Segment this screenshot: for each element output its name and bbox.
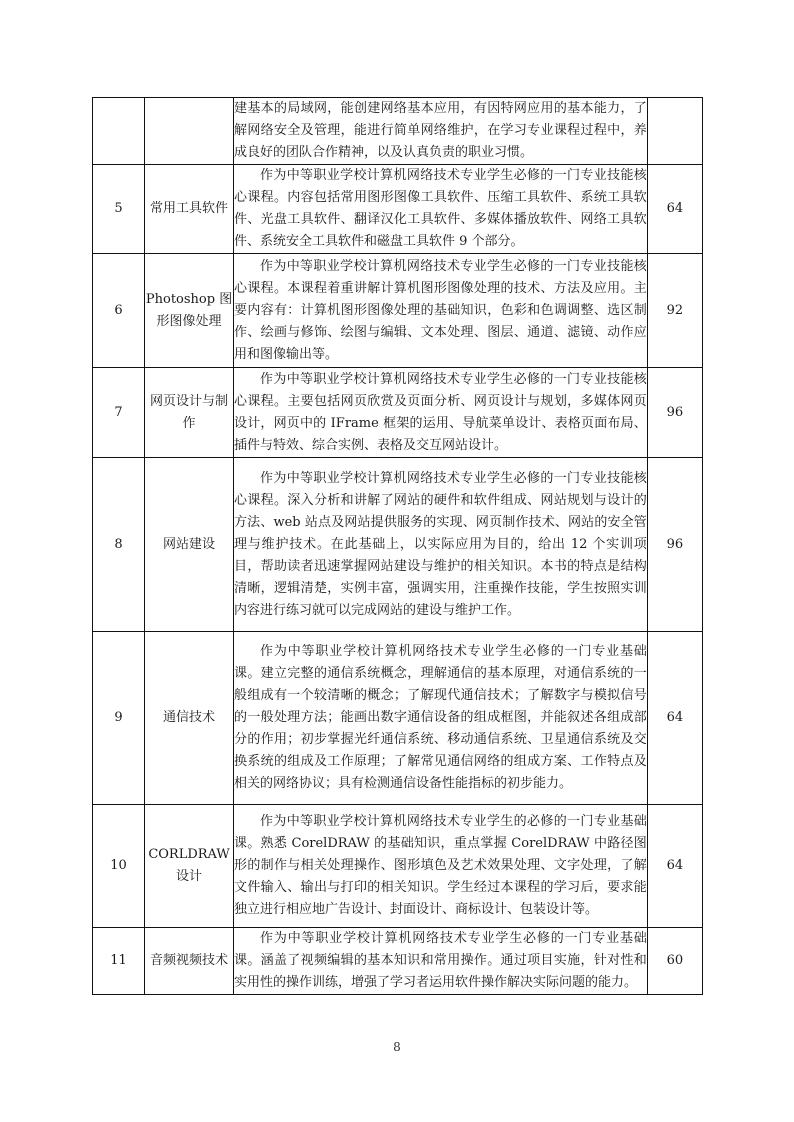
page-number: 8 [393, 1040, 401, 1054]
course-name [145, 98, 234, 165]
course-number: 8 [93, 458, 145, 632]
table-row [93, 368, 703, 458]
table-row [93, 458, 703, 632]
course-description-text: 作为中等职业学校计算机网络技术专业学生的必修的一门专业基础课。熟悉 CorelDRAW 的基础知识，重点掌握 CorelDRAW 中路径图形的制作与相关处理操作、图形填色及艺术效果处理、文字处理，了解文件输入、输出与打印的相关知识。学生经过本课程的学习后，要求能独立进行相应地广告设计、封面设计、商标设计、包装设计等。 [234, 814, 647, 917]
course-number [93, 98, 145, 165]
course-number: 6 [93, 254, 145, 368]
table-row [93, 928, 703, 995]
course-description-text: 建基本的局域网，能创建网络基本应用，有因特网应用的基本能力，了解网络安全及管理，能进行简单网络维护，在学习专业课程过程中，养成良好的团队合作精神，以及认真负责的职业习惯。 [234, 101, 647, 160]
course-name: 通信技术 [145, 632, 234, 805]
course-name: 网站建设 [145, 458, 234, 632]
course-name: Photoshop 图形图像处理 [145, 254, 234, 368]
course-description [234, 254, 648, 368]
course-table [92, 97, 703, 995]
course-hours: 96 [647, 458, 702, 632]
course-hours: 64 [647, 805, 702, 928]
course-hours: 96 [647, 368, 702, 458]
table-row [93, 805, 703, 928]
table-row [93, 165, 703, 254]
course-description [234, 368, 648, 458]
table-row [93, 632, 703, 805]
course-description-text: 作为中等职业学校计算机网络技术专业学生必修的一门专业基础课。建立完整的通信系统概念，理解通信的基本原理，对通信系统的一般组成有一个较清晰的概念；了解现代通信技术；了解数字与模拟信号的一般处理方法；能画出数字通信设备的组成框图，并能叙述各组成部分的作用；初步掌握光纤通信系统、移动通信系统、卫星通信系统及交换系统的组成及工作原理；了解常见通信网络的组成方案、工作特点及相关的网络协议；具有检测通信设备性能指标的初步能力。 [234, 644, 647, 791]
course-name: 网页设计与制作 [145, 368, 234, 458]
table-row-continued [93, 98, 703, 165]
course-hours: 64 [647, 165, 702, 254]
course-number: 11 [93, 928, 145, 995]
course-number: 7 [93, 368, 145, 458]
course-hours: 92 [647, 254, 702, 368]
course-number: 9 [93, 632, 145, 805]
course-hours: 64 [647, 632, 702, 805]
course-name: 音频视频技术 [145, 928, 234, 995]
course-description [234, 928, 648, 995]
course-description-text: 作为中等职业学校计算机网络技术专业学生必修的一门专业技能核心课程。深入分析和讲解了网站的硬件和软件组成、网站规划与设计的方法、web 站点及网站提供服务的实现、网页制作技术、网站的安全管理与维护技术。在此基础上，以实际应用为目的，给出 12 个实训项目，帮助读者迅速掌握网站建设与维护的相关知识。本书的特点是结构清晰，逻辑清楚，实例丰富，强调实用，注重操作技能，学生按照实训内容进行练习就可以完成网站的建设与维护工作。 [234, 470, 647, 618]
course-name: CORLDRAW 设计 [145, 805, 234, 928]
course-description-text: 作为中等职业学校计算机网络技术专业学生必修的一门专业基础课。涵盖了视频编辑的基本知识和常用操作。通过项目实施，针对性和实用性的操作训练，增强了学习者运用软件操作解决实际问题的能力。 [234, 931, 647, 990]
course-description [234, 165, 648, 254]
course-description-text: 作为中等职业学校计算机网络技术专业学生必修的一门专业技能核心课程。内容包括常用图形图像工具软件、压缩工具软件、系统工具软件、光盘工具软件、翻译汉化工具软件、多媒体播放软件、网络工具软件、系统安全工具软件和磁盘工具软件 9 个部分。 [234, 168, 647, 249]
table-row [93, 254, 703, 368]
course-description [234, 98, 648, 165]
course-description-text: 作为中等职业学校计算机网络技术专业学生必修的一门专业技能核心课程。本课程着重讲解计算机图形图像处理的技术、方法及应用。主要内容有：计算机图形图像处理的基础知识，色彩和色调调整、选区制作、绘画与修饰、绘图与编辑、文本处理、图层、通道、滤镜、动作应用和图像输出等。 [234, 258, 647, 362]
course-hours [647, 98, 702, 165]
course-description [234, 805, 648, 928]
course-name: 常用工具软件 [145, 165, 234, 254]
course-description [234, 458, 648, 632]
course-number: 10 [93, 805, 145, 928]
course-description-text: 作为中等职业学校计算机网络技术专业学生必修的一门专业技能核心课程。主要包括网页欣赏及页面分析、网页设计与规划，多媒体网页设计，网页中的 IFrame 框架的运用、导航菜单设计、表格页面布局、插件与特效、综合实例、表格及交互网站设计。 [234, 371, 647, 453]
course-number: 5 [93, 165, 145, 254]
course-description [234, 632, 648, 805]
course-hours: 60 [647, 928, 702, 995]
